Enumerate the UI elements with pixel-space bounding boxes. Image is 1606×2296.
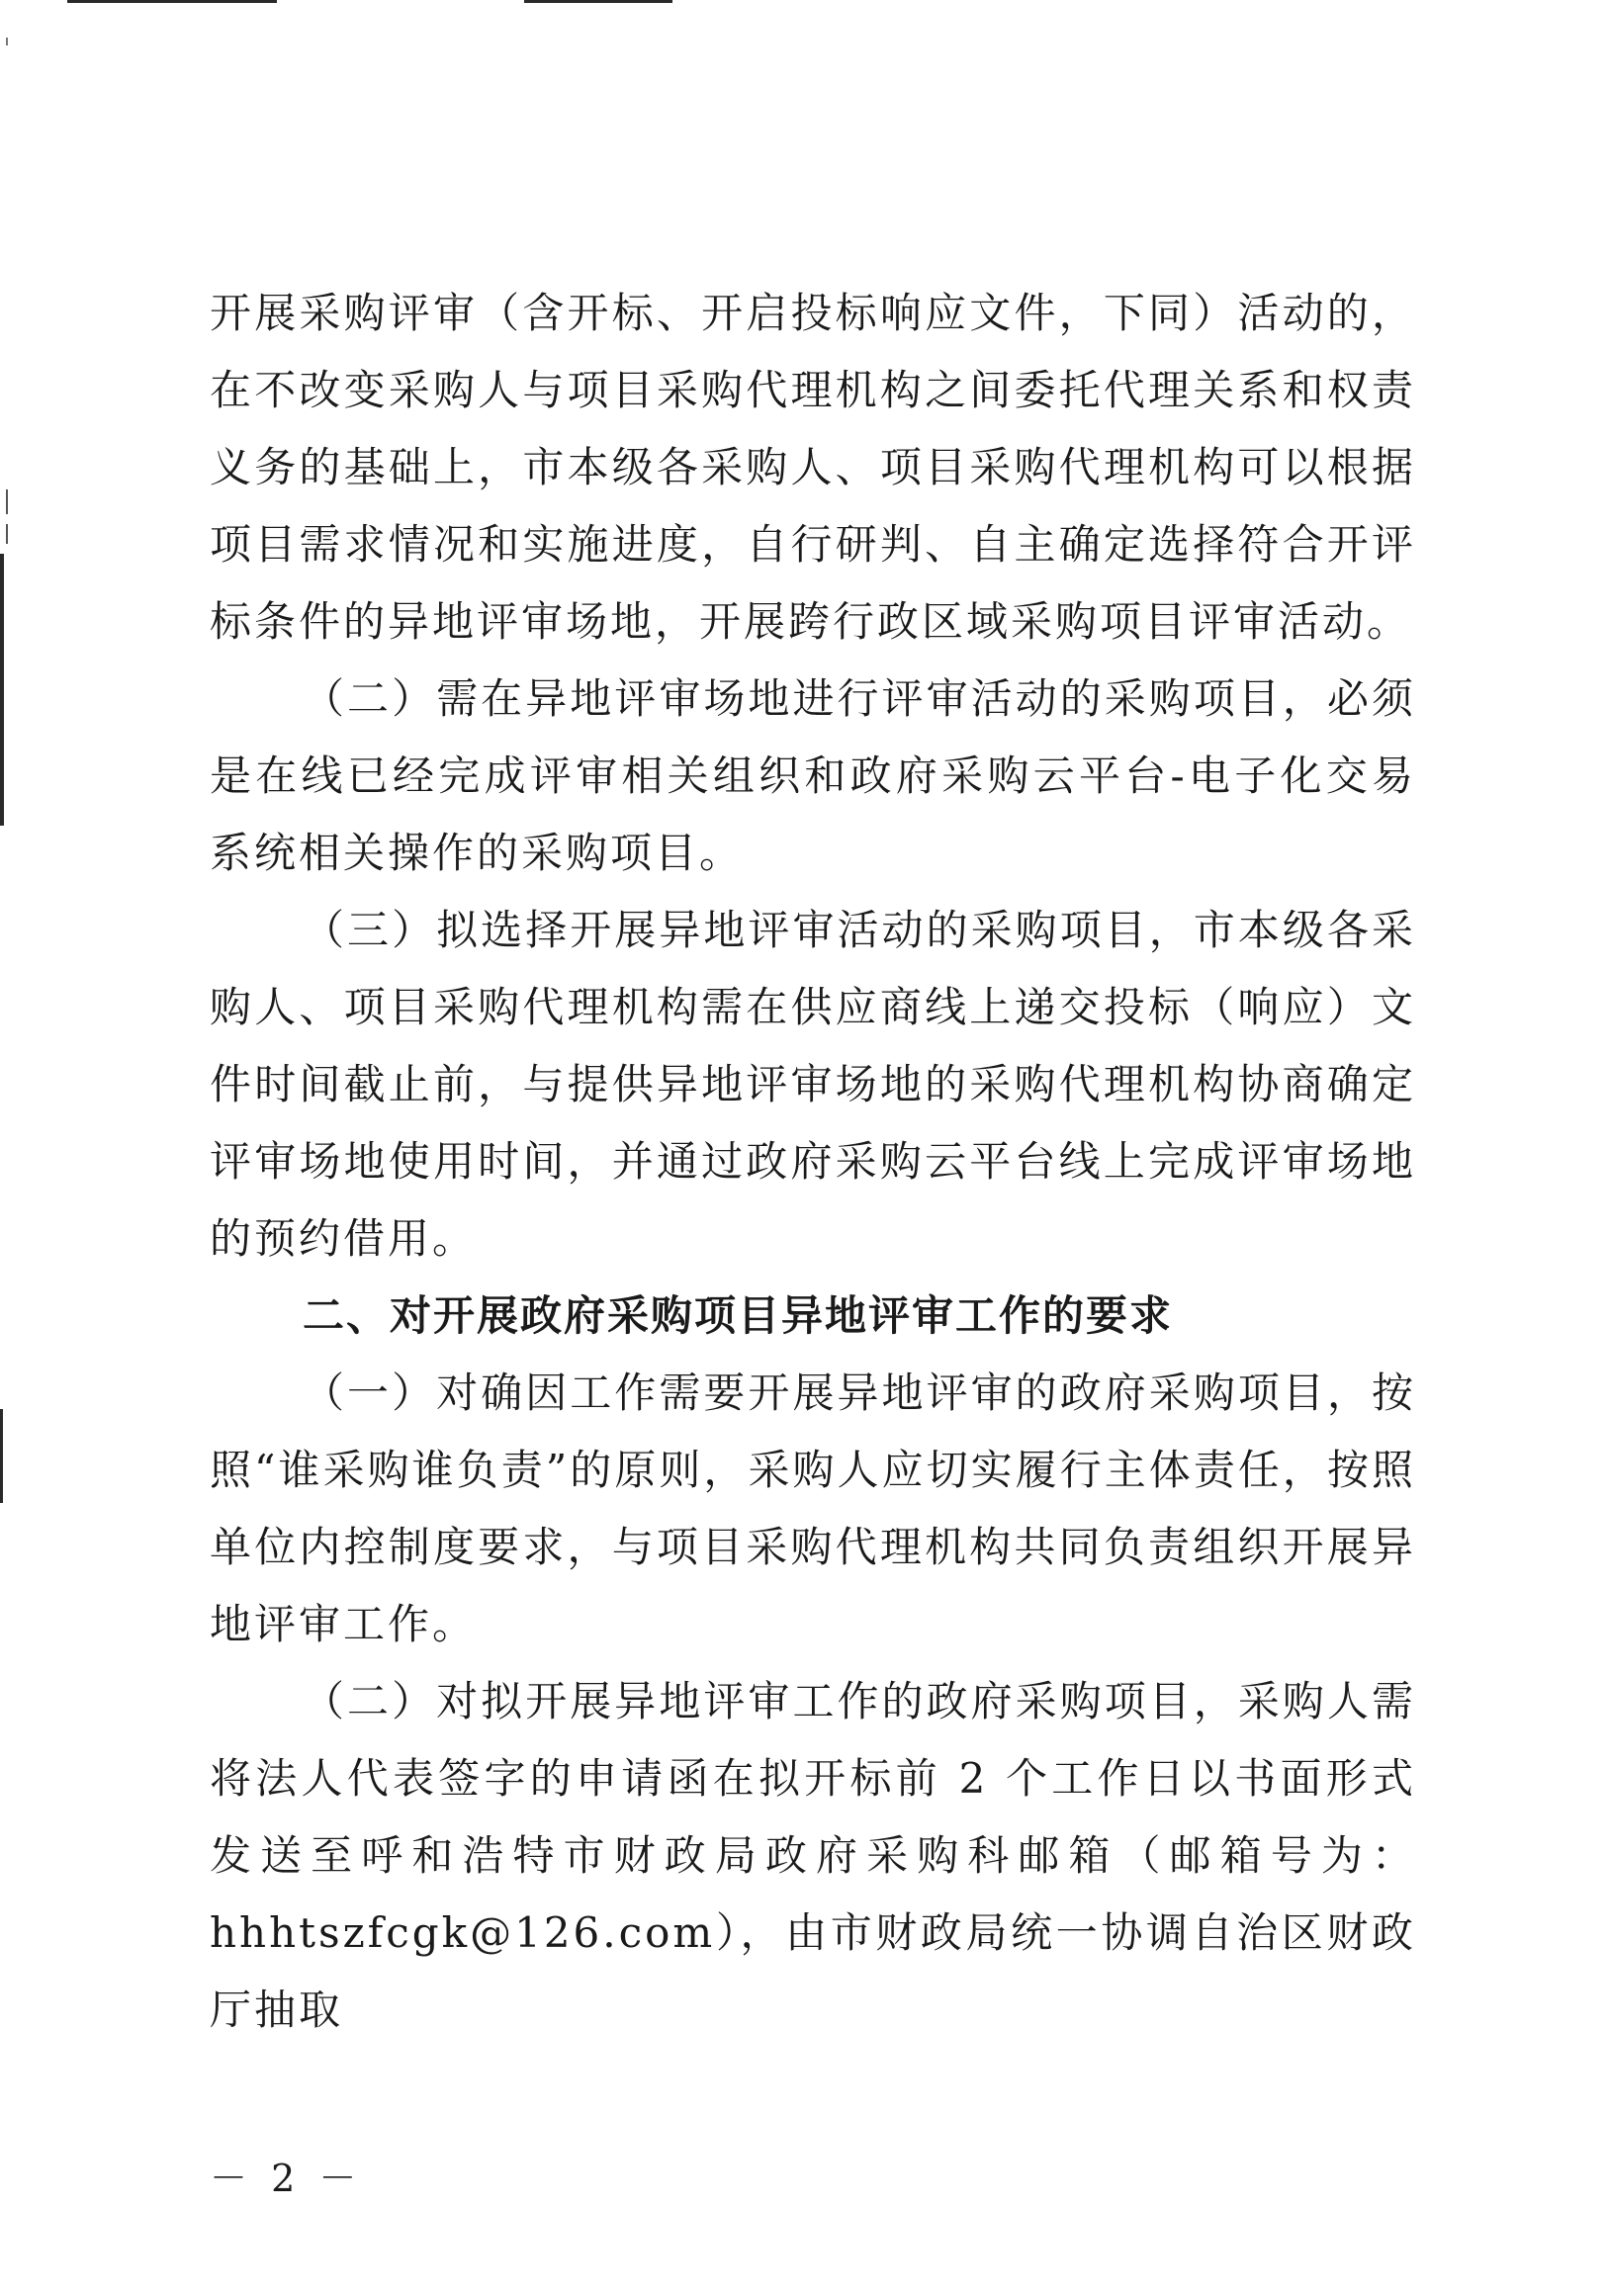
scan-artifact: [6, 524, 8, 544]
paragraph-item-3: （三）拟选择开展异地评审活动的采购项目，市本级各采购人、项目采购代理机构需在供应商线上递交投标（响应）文件时间截止前，与提供异地评审场地的采购代理机构协商确定评审场地使用时间，并通过政府采购云平台线上完成评审场地的预约借用。: [210, 906, 1416, 1263]
page-number: － 2 －: [210, 2157, 363, 2200]
scan-artifact: [6, 489, 8, 514]
scan-artifact: [0, 554, 4, 826]
section-heading: 二、对开展政府采购项目异地评审工作的要求: [303, 1291, 1174, 1340]
paragraph-item-2: （二）需在异地评审场地进行评审活动的采购项目，必须是在线已经完成评审相关组织和政府采购云平台-电子化交易系统相关操作的采购项目。: [210, 674, 1416, 877]
scan-artifact: [524, 0, 672, 3]
scan-artifact: [0, 1409, 3, 1503]
paragraph-continuation: 开展采购评审（含开标、开启投标响应文件，下同）活动的，在不改变采购人与项目采购代理机构之间委托代理关系和权责义务的基础上，市本级各采购人、项目采购代理机构可以根据项目需求情况和实施进度，自行研判、自主确定选择符合开评标条件的异地评审场地，开展跨行政区域采购项目评审活动。: [210, 289, 1416, 646]
paragraph-requirement-2: （二）对拟开展异地评审工作的政府采购项目，采购人需将法人代表签字的申请函在拟开标前 2 个工作日以书面形式发送至呼和浩特市财政局政府采购科邮箱（邮箱号为：hhhtszfcgk@126.com），由市财政局统一协调自治区财政厅抽取: [210, 1677, 1416, 2034]
paragraph-requirement-1: （一）对确因工作需要开展异地评审的政府采购项目，按照“谁采购谁负责”的原则，采购人应切实履行主体责任，按照单位内控制度要求，与项目采购代理机构共同负责组织开展异地评审工作。: [210, 1369, 1416, 1648]
document-body: [210, 275, 1416, 2049]
scan-artifact: [6, 38, 8, 45]
scan-artifact: [67, 0, 277, 3]
